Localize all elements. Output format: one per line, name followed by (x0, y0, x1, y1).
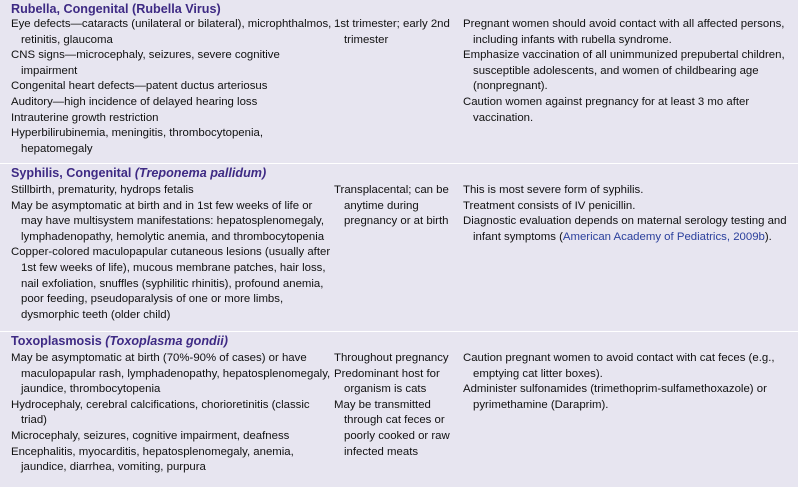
diagnostic-text: Diagnostic evaluation depends on maternal serology testing and infant symptoms ( (463, 215, 787, 243)
list-item: May be transmitted through cat feces or poorly cooked or raw infected meats (334, 398, 450, 458)
syphilis-section (0, 164, 798, 332)
list-item: CNS signs—microcephaly, seizures, severe cognitive impairment (11, 49, 280, 77)
rubella-manifestations (11, 17, 337, 157)
syphilis-manifestations (11, 183, 337, 323)
list-item (463, 214, 793, 245)
list-item: Intrauterine growth restriction (11, 111, 159, 124)
list-item: Transplacental; can be anytime during pregnancy or at birth (334, 184, 449, 228)
toxoplasmosis-comments (463, 351, 793, 413)
list-item: Congenital heart defects—patent ductus arteriosus (11, 80, 268, 93)
citation-link[interactable]: American Academy of Pediatrics, 2009b (562, 230, 765, 243)
list-item: This is most severe form of syphilis. (463, 184, 644, 196)
toxoplasmosis-title (11, 334, 228, 350)
list-item: Stillbirth, prematurity, hydrops fetalis (11, 184, 194, 196)
list-item: Predominant host for organism is cats (334, 367, 440, 396)
rubella-title: Rubella, Congenital (Rubella Virus) (11, 2, 221, 16)
list-item: Pregnant women should avoid contact with all affected persons, including infants with rubella syndrome. (463, 18, 785, 46)
toxoplasmosis-section (0, 332, 798, 487)
list-item: Auditory—high incidence of delayed hearing loss (11, 95, 258, 108)
toxoplasmosis-organism: (Toxoplasma gondii) (105, 334, 228, 348)
rubella-comments (463, 17, 793, 126)
list-item: May be asymptomatic at birth and in 1st few weeks of life or may have multisystem manifestations: hepatosplenomegaly, lymphadenopathy, hemolytic anemia, and thrombocytopenia (11, 199, 325, 243)
list-item: 1st trimester; early 2nd trimester (334, 18, 450, 46)
list-item: Hyperbilirubinemia, meningitis, thrombocytopenia, hepatomegaly (11, 127, 263, 155)
list-item: Encephalitis, myocarditis, hepatosplenomegaly, anemia, jaundice, diarrhea, vomiting, purpura (11, 445, 294, 474)
list-item: Treatment consists of IV penicillin. (463, 199, 636, 212)
syphilis-organism: (Treponema pallidum) (134, 166, 267, 180)
toxoplasmosis-transmission (334, 351, 462, 460)
list-item: Copper-colored maculopapular cutaneous lesions (usually after 1st few weeks of life), mucous membrane patches, hair loss, nail exfoliation, snuffles (syphilitic rhinitis), profound anemia, poor feeding, pseudoparalysis of one or more limbs, dysmorphic teeth (older child) (11, 246, 331, 321)
list-item: Hydrocephaly, cerebral calcifications, chorioretinitis (classic triad) (11, 398, 310, 427)
list-item: Eye defects—cataracts (unilateral or bilateral), microphthalmos, retinitis, glaucoma (11, 18, 332, 46)
syphilis-title (11, 166, 266, 182)
toxoplasmosis-manifestations (11, 351, 337, 476)
syphilis-title-main: Syphilis, Congenital (11, 166, 135, 180)
list-item: Caution women against pregnancy for at least 3 mo after vaccination. (463, 95, 750, 124)
list-item: May be asymptomatic at birth (70%-90% of cases) or have maculopapular rash, lymphadenopathy, hepatosplenomegaly, jaundice, thrombocytopenia (11, 352, 331, 396)
syphilis-transmission (334, 183, 462, 230)
rubella-transmission (334, 17, 462, 48)
syphilis-comments (463, 183, 793, 245)
list-item: Microcephaly, seizures, cognitive impairment, deafness (11, 429, 290, 442)
diagnostic-end: ). (764, 230, 772, 243)
toxoplasmosis-title-main: Toxoplasmosis (11, 334, 106, 348)
list-item: Administer sulfonamides (trimethoprim-sulfamethoxazole) or pyrimethamine (Daraprim). (463, 383, 767, 411)
list-item: Emphasize vaccination of all unimmunized prepubertal children, susceptible adolescents, and women of childbearing age (nonpregnant). (463, 49, 785, 93)
list-item: Throughout pregnancy (334, 352, 449, 364)
rubella-section (0, 0, 798, 164)
list-item: Caution pregnant women to avoid contact with cat feces (e.g., emptying cat litter boxes). (463, 352, 775, 380)
